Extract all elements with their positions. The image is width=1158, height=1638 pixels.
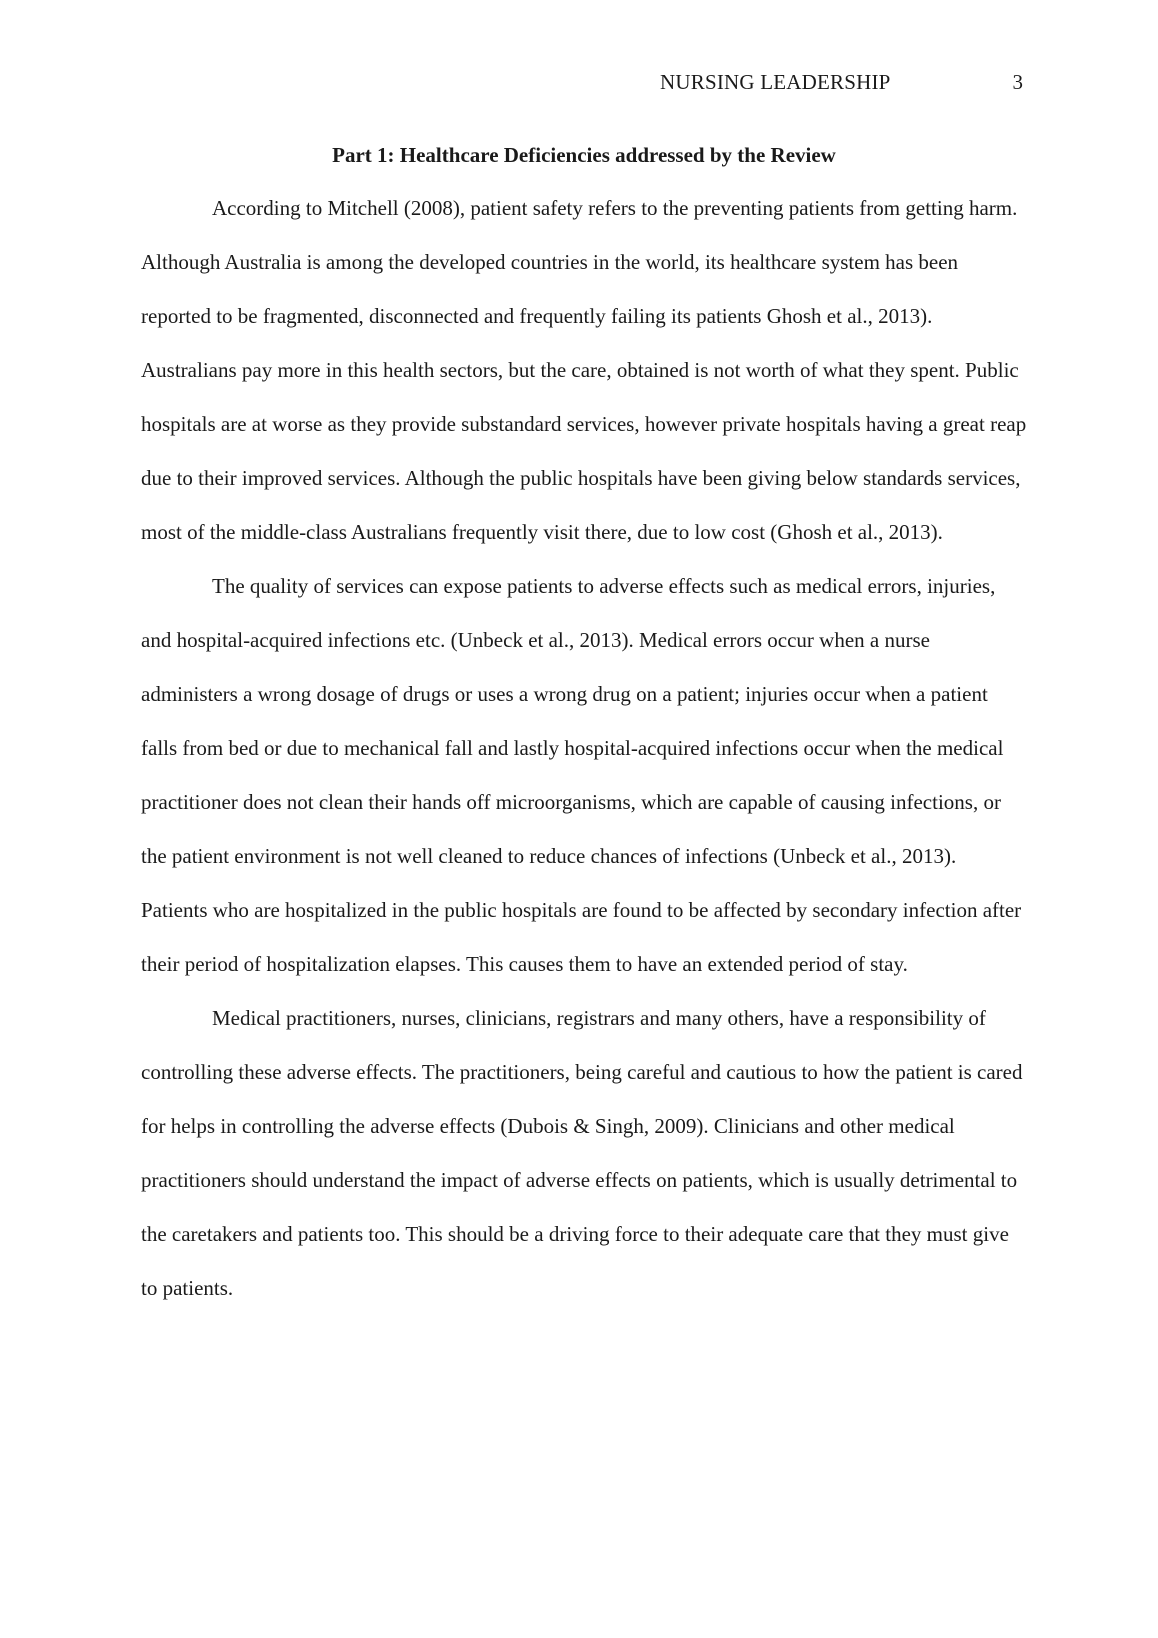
paragraph-adverse-effects: The quality of services can expose patients to adverse effects such as medical errors, injuries, and hospital-acquired infections etc. (Unbeck et al., 2013). Medical errors occur when a nurse administers a wrong dosage of drugs or uses a wrong drug on a patient; injuries occur when a patient falls from bed or due to mechanical fall and lastly hospital-acquired infections occur when the medical practitioner does not clean their hands off microorganisms, which are capable of causing infections, or the patient environment is not well cleaned to reduce chances of infections (Unbeck et al., 2013). Patients who are hospitalized in the public hospitals are found to be affected by secondary infection after their period of hospitalization elapses. This causes them to have an extended period of stay. xyxy=(141,574,1022,976)
page-number: 3 xyxy=(1012,70,1023,94)
section-title: Part 1: Healthcare Deficiencies addressed by the Review xyxy=(332,143,836,167)
running-head: NURSING LEADERSHIP xyxy=(660,70,891,94)
document-body xyxy=(141,141,1027,1315)
paragraph-patient-safety: According to Mitchell (2008), patient safety refers to the preventing patients from getting harm. Although Australia is among the developed countries in the world, its healthcare system has been reported to be fragmented, disconnected and frequently failing its patients Ghosh et al., 2013). Australians pay more in this health sectors, but the care, obtained is not worth of what they spent. Public hospitals are at worse as they provide substandard services, however private hospitals having a great reap due to their improved services. Although the public hospitals have been giving below standards services, most of the middle-class Australians frequently visit there, due to low cost (Ghosh et al., 2013). xyxy=(141,196,1027,544)
paragraph-practitioner-responsibility: Medical practitioners, nurses, clinicians, registrars and many others, have a responsibility of controlling these adverse effects. The practitioners, being careful and cautious to how the patient is cared for helps in controlling the adverse effects (Dubois & Singh, 2009). Clinicians and other medical practitioners should understand the impact of adverse effects on patients, which is usually detrimental to the caretakers and patients too. This should be a driving force to their adequate care that they must give to patients. xyxy=(141,1006,1023,1300)
